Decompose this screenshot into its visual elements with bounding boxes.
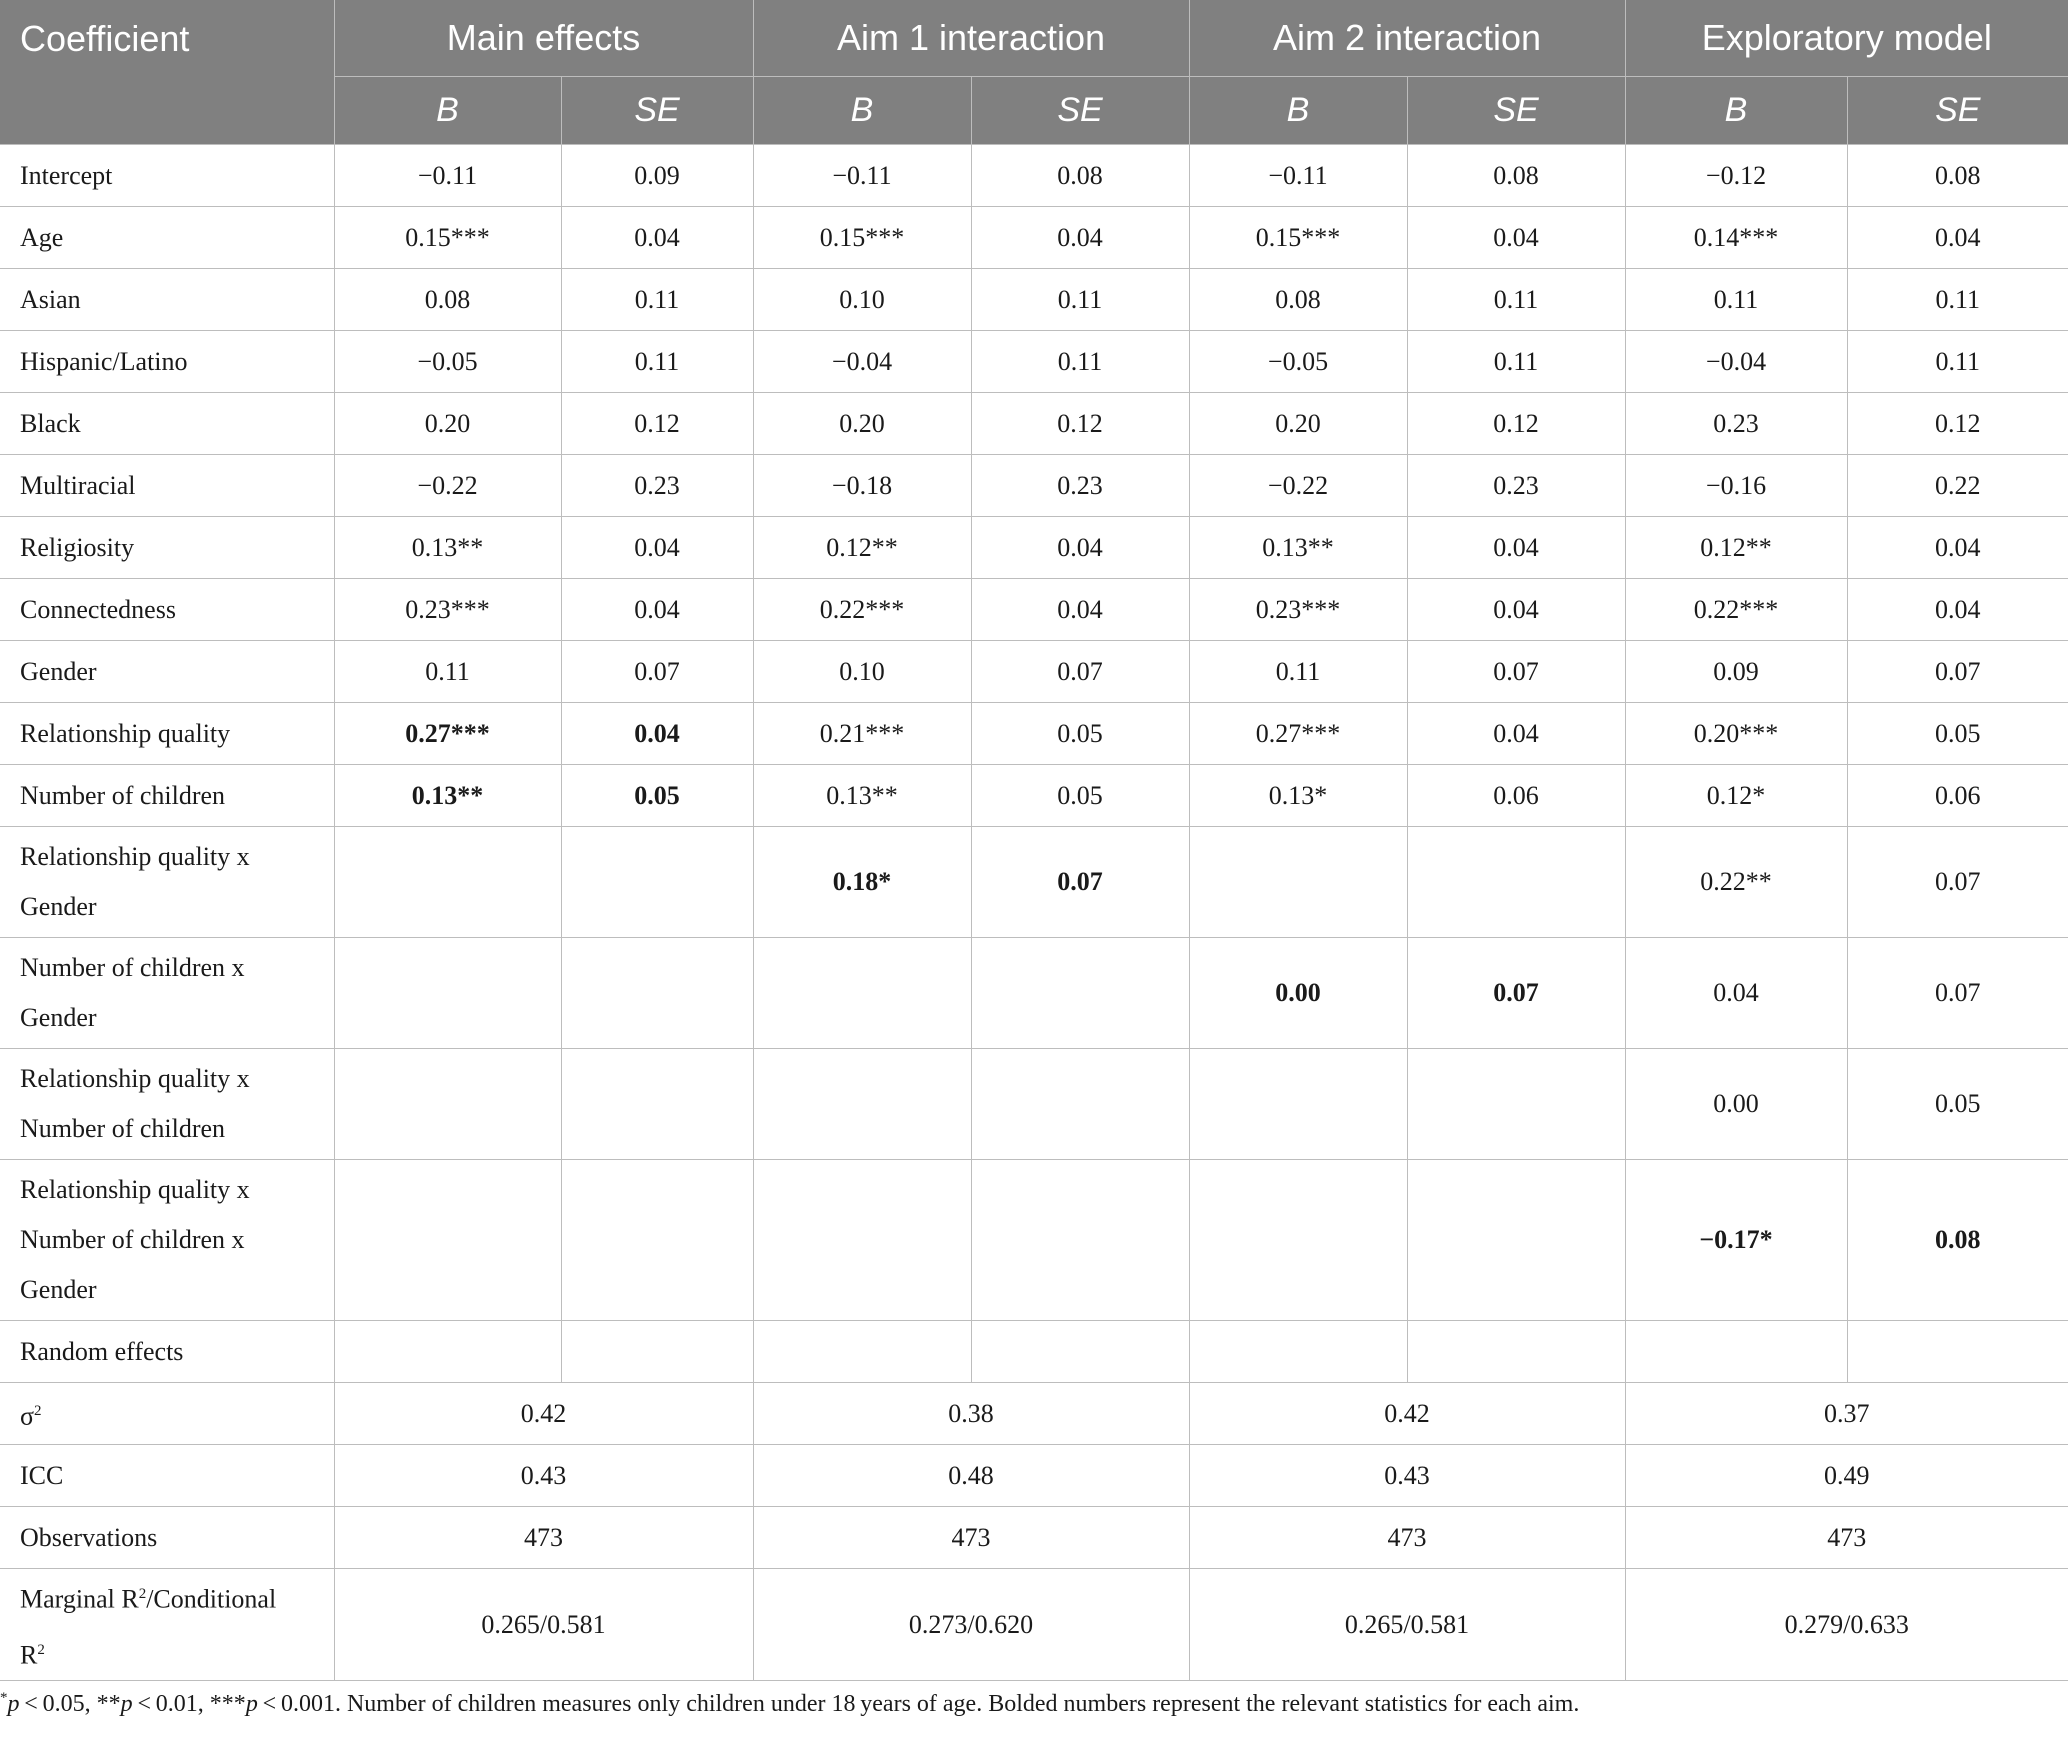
- row-label: [0, 1049, 334, 1160]
- header-b: B: [334, 77, 561, 145]
- cell: [753, 1160, 971, 1321]
- header-se: SE: [561, 77, 753, 145]
- cell: 0.23: [561, 455, 753, 517]
- cell: [1407, 827, 1625, 938]
- table-row: [0, 393, 2068, 455]
- r2-label: R: [20, 1640, 38, 1670]
- cell: 0.04: [971, 517, 1189, 579]
- cell: −0.11: [753, 145, 971, 207]
- cell: [753, 1049, 971, 1160]
- row-label: Asian: [0, 269, 334, 331]
- row-label-line: Gender: [20, 892, 97, 921]
- cell: 0.11: [1189, 641, 1407, 703]
- cell: 0.00: [1625, 1049, 1847, 1160]
- cell: 0.08: [971, 145, 1189, 207]
- cell: 0.13**: [753, 765, 971, 827]
- cell: −0.17*: [1625, 1160, 1847, 1321]
- table-row: [0, 1569, 2068, 1681]
- table-row: [0, 331, 2068, 393]
- cell: [753, 938, 971, 1049]
- header-coefficient: Coefficient: [0, 0, 334, 145]
- sigma-label: σ: [20, 1401, 35, 1431]
- cell: 0.09: [1625, 641, 1847, 703]
- r2-conditional-label: /Conditional: [146, 1584, 277, 1614]
- cell: 0.05: [1847, 703, 2068, 765]
- table-row: [0, 145, 2068, 207]
- cell: 473: [334, 1507, 753, 1569]
- cell: 0.23: [1625, 393, 1847, 455]
- row-label-line: Number of children x: [20, 1225, 245, 1254]
- cell: 0.43: [334, 1445, 753, 1507]
- cell: 0.15***: [1189, 207, 1407, 269]
- row-label: Religiosity: [0, 517, 334, 579]
- header-aim1-interaction: Aim 1 interaction: [753, 0, 1189, 77]
- header-se: SE: [1407, 77, 1625, 145]
- cell: 0.11: [971, 331, 1189, 393]
- cell: 0.20: [334, 393, 561, 455]
- cell: 0.42: [1189, 1383, 1625, 1445]
- row-label: [0, 938, 334, 1049]
- cell: [1407, 1049, 1625, 1160]
- cell: 0.04: [1407, 579, 1625, 641]
- cell: 0.04: [561, 517, 753, 579]
- row-label-line: Number of children: [20, 1114, 226, 1143]
- cell: −0.04: [1625, 331, 1847, 393]
- cell: 0.22***: [753, 579, 971, 641]
- cell: 0.38: [753, 1383, 1189, 1445]
- table-row: [0, 579, 2068, 641]
- cell: 0.08: [1847, 145, 2068, 207]
- cell: [971, 1049, 1189, 1160]
- cell: 0.22: [1847, 455, 2068, 517]
- header-b: B: [1625, 77, 1847, 145]
- r2-sup: 2: [37, 1641, 45, 1658]
- row-label-line: Relationship quality x: [20, 1064, 250, 1093]
- cell: 0.265/0.581: [334, 1569, 753, 1681]
- footnote-p: p: [120, 1691, 133, 1717]
- cell: [1189, 1321, 1407, 1383]
- cell: [1189, 1049, 1407, 1160]
- cell: 0.05: [1847, 1049, 2068, 1160]
- cell: [334, 1160, 561, 1321]
- cell: 0.11: [1407, 269, 1625, 331]
- cell: 0.18*: [753, 827, 971, 938]
- row-label: Number of children: [0, 765, 334, 827]
- cell: 0.12: [971, 393, 1189, 455]
- cell: 0.279/0.633: [1625, 1569, 2068, 1681]
- cell: 0.12*: [1625, 765, 1847, 827]
- cell: 473: [1189, 1507, 1625, 1569]
- header-se: SE: [1847, 77, 2068, 145]
- row-label: Multiracial: [0, 455, 334, 517]
- cell: 0.08: [1847, 1160, 2068, 1321]
- row-label-line: Relationship quality x: [20, 842, 250, 871]
- cell: −0.04: [753, 331, 971, 393]
- footnote-p: p: [245, 1691, 258, 1717]
- cell: 0.04: [1407, 517, 1625, 579]
- cell: [561, 1321, 753, 1383]
- footnote-text: < 0.05, **: [19, 1691, 121, 1717]
- cell: 0.13**: [334, 517, 561, 579]
- cell: [1407, 1160, 1625, 1321]
- cell: [334, 938, 561, 1049]
- cell: 0.11: [1407, 331, 1625, 393]
- cell: 0.04: [971, 579, 1189, 641]
- cell: 0.06: [1407, 765, 1625, 827]
- cell: 0.11: [561, 331, 753, 393]
- cell: 0.04: [1407, 207, 1625, 269]
- table-row: [0, 1445, 2068, 1507]
- cell: −0.22: [1189, 455, 1407, 517]
- cell: [971, 1160, 1189, 1321]
- table-body: [0, 145, 2068, 1681]
- cell: [1407, 1321, 1625, 1383]
- cell: 0.11: [1847, 269, 2068, 331]
- cell: 0.04: [1407, 703, 1625, 765]
- r2-marginal-label: Marginal R: [20, 1584, 139, 1614]
- row-label: Gender: [0, 641, 334, 703]
- table-row: [0, 1507, 2068, 1569]
- cell: 0.11: [561, 269, 753, 331]
- cell: [561, 938, 753, 1049]
- cell: 0.13*: [1189, 765, 1407, 827]
- cell: 0.04: [1625, 938, 1847, 1049]
- table-row: [0, 1049, 2068, 1160]
- cell: 0.12: [1407, 393, 1625, 455]
- cell: 0.21***: [753, 703, 971, 765]
- header-exploratory-model: Exploratory model: [1625, 0, 2068, 77]
- row-label: Observations: [0, 1507, 334, 1569]
- footnote-star: *: [0, 1690, 8, 1706]
- cell: 0.04: [1847, 207, 2068, 269]
- table-row: [0, 641, 2068, 703]
- cell: 0.07: [1847, 641, 2068, 703]
- cell: [334, 827, 561, 938]
- cell: [334, 1321, 561, 1383]
- cell: 0.04: [1847, 579, 2068, 641]
- header-b: B: [753, 77, 971, 145]
- cell: 0.07: [971, 827, 1189, 938]
- cell: 0.37: [1625, 1383, 2068, 1445]
- cell: 0.06: [1847, 765, 2068, 827]
- table-row: [0, 207, 2068, 269]
- row-label-line: Relationship quality x: [20, 1175, 250, 1204]
- cell: 0.20: [753, 393, 971, 455]
- cell: 0.00: [1189, 938, 1407, 1049]
- cell: [1189, 827, 1407, 938]
- cell: [561, 1049, 753, 1160]
- cell: 0.273/0.620: [753, 1569, 1189, 1681]
- cell: 0.15***: [753, 207, 971, 269]
- header-se: SE: [971, 77, 1189, 145]
- cell: 473: [1625, 1507, 2068, 1569]
- cell: [753, 1321, 971, 1383]
- table-row: [0, 1383, 2068, 1445]
- cell: −0.05: [1189, 331, 1407, 393]
- row-label-line: Number of children x: [20, 953, 245, 982]
- cell: [561, 1160, 753, 1321]
- cell: 0.12**: [1625, 517, 1847, 579]
- cell: 0.07: [1847, 938, 2068, 1049]
- cell: 0.49: [1625, 1445, 2068, 1507]
- row-label: Random effects: [0, 1321, 334, 1383]
- cell: 0.04: [561, 703, 753, 765]
- cell: 0.12: [561, 393, 753, 455]
- table-row: [0, 1321, 2068, 1383]
- cell: 0.23***: [334, 579, 561, 641]
- cell: −0.22: [334, 455, 561, 517]
- cell: 0.13**: [334, 765, 561, 827]
- cell: 0.09: [561, 145, 753, 207]
- row-label: [0, 1160, 334, 1321]
- header-b: B: [1189, 77, 1407, 145]
- cell: 0.04: [561, 207, 753, 269]
- sigma-sup: 2: [34, 1402, 42, 1419]
- row-label-line: Gender: [20, 1275, 97, 1304]
- row-label: ICC: [0, 1445, 334, 1507]
- cell: 0.08: [1189, 269, 1407, 331]
- cell: 0.07: [561, 641, 753, 703]
- cell: 0.22***: [1625, 579, 1847, 641]
- cell: 0.20***: [1625, 703, 1847, 765]
- row-label: [0, 1383, 334, 1445]
- cell: [1847, 1321, 2068, 1383]
- cell: 0.43: [1189, 1445, 1625, 1507]
- row-label: [0, 1569, 334, 1681]
- cell: 0.15***: [334, 207, 561, 269]
- header-aim2-interaction: Aim 2 interaction: [1189, 0, 1625, 77]
- cell: 0.07: [1847, 827, 2068, 938]
- cell: 473: [753, 1507, 1189, 1569]
- cell: 0.42: [334, 1383, 753, 1445]
- cell: 0.14***: [1625, 207, 1847, 269]
- row-label: Relationship quality: [0, 703, 334, 765]
- cell: −0.18: [753, 455, 971, 517]
- cell: 0.20: [1189, 393, 1407, 455]
- cell: 0.10: [753, 641, 971, 703]
- cell: 0.08: [334, 269, 561, 331]
- cell: 0.08: [1407, 145, 1625, 207]
- cell: 0.05: [561, 765, 753, 827]
- row-label-line: Gender: [20, 1003, 97, 1032]
- footnote-p: p: [7, 1691, 20, 1717]
- cell: 0.48: [753, 1445, 1189, 1507]
- cell: −0.12: [1625, 145, 1847, 207]
- table-row: [0, 269, 2068, 331]
- cell: 0.265/0.581: [1189, 1569, 1625, 1681]
- cell: 0.12: [1847, 393, 2068, 455]
- cell: −0.16: [1625, 455, 1847, 517]
- table-row: [0, 827, 2068, 938]
- cell: −0.11: [1189, 145, 1407, 207]
- cell: 0.05: [971, 703, 1189, 765]
- cell: [561, 827, 753, 938]
- header-main-effects: Main effects: [334, 0, 753, 77]
- cell: 0.23***: [1189, 579, 1407, 641]
- row-label: Intercept: [0, 145, 334, 207]
- footnote-text: < 0.01, ***: [132, 1691, 246, 1717]
- table-row: [0, 938, 2068, 1049]
- table-row: [0, 703, 2068, 765]
- table-footnote: [0, 1690, 2068, 1718]
- row-label: Black: [0, 393, 334, 455]
- cell: 0.04: [1847, 517, 2068, 579]
- cell: [334, 1049, 561, 1160]
- row-label: Connectedness: [0, 579, 334, 641]
- cell: 0.11: [971, 269, 1189, 331]
- cell: 0.05: [971, 765, 1189, 827]
- cell: 0.04: [971, 207, 1189, 269]
- row-label: [0, 827, 334, 938]
- table-row: [0, 455, 2068, 517]
- cell: 0.22**: [1625, 827, 1847, 938]
- cell: 0.12**: [753, 517, 971, 579]
- header-group-row: [0, 0, 2068, 77]
- cell: 0.27***: [334, 703, 561, 765]
- cell: 0.10: [753, 269, 971, 331]
- cell: −0.05: [334, 331, 561, 393]
- cell: 0.07: [971, 641, 1189, 703]
- cell: [971, 1321, 1189, 1383]
- cell: [1625, 1321, 1847, 1383]
- cell: [1189, 1160, 1407, 1321]
- cell: 0.04: [561, 579, 753, 641]
- cell: 0.07: [1407, 641, 1625, 703]
- table-row: [0, 765, 2068, 827]
- cell: 0.07: [1407, 938, 1625, 1049]
- table-row: [0, 1160, 2068, 1321]
- table-row: [0, 517, 2068, 579]
- cell: 0.23: [971, 455, 1189, 517]
- row-label: Hispanic/Latino: [0, 331, 334, 393]
- cell: 0.11: [334, 641, 561, 703]
- cell: 0.11: [1847, 331, 2068, 393]
- cell: [971, 938, 1189, 1049]
- cell: 0.27***: [1189, 703, 1407, 765]
- cell: 0.13**: [1189, 517, 1407, 579]
- row-label: Age: [0, 207, 334, 269]
- cell: −0.11: [334, 145, 561, 207]
- r2-sup: 2: [138, 1586, 147, 1602]
- cell: 0.11: [1625, 269, 1847, 331]
- footnote-text: < 0.001. Number of children measures only children under 18 years of age. Bolded numbers represent the relevant statistics for each aim.: [257, 1691, 1580, 1717]
- cell: 0.23: [1407, 455, 1625, 517]
